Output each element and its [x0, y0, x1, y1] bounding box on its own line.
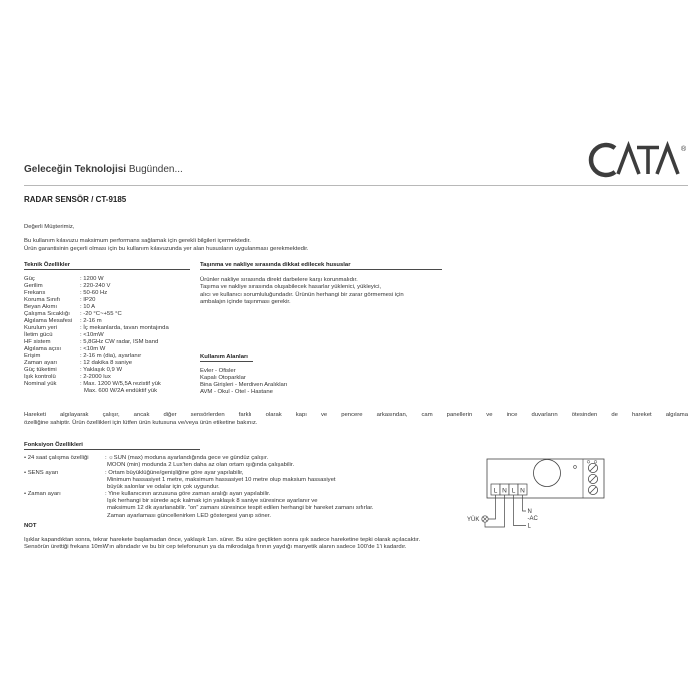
spec-label: Işık kontrolü [24, 373, 56, 380]
usage-item: Bina Girişleri - Merdiven Aralıkları [200, 381, 288, 388]
functions-heading: Fonksiyon Özellikleri [24, 441, 83, 448]
load-label: YÜK [467, 517, 480, 524]
usage-heading: Kullanım Alanları [200, 353, 248, 360]
logo-letter-c [591, 145, 615, 175]
spec-label: Frekans [24, 289, 46, 296]
spec-value: : Max. 1200 W/5,5A rezistif yük [80, 380, 161, 387]
intro-line: Bu kullanım kılavuzu maksimum performans sağlamak için gerekli bilgileri içermektedir. [24, 237, 251, 244]
logo-registered-mark: ® [681, 146, 687, 153]
logo-letter-a2 [657, 146, 678, 174]
cata-logo [585, 138, 695, 183]
function-label: • 24 saat çalışma özelliği [24, 454, 89, 461]
functions-heading-underline [24, 449, 200, 450]
function-text: MOON (min) modunda 2 Lux'ten daha az olan ortam ışığında çalışabilir. [107, 461, 295, 468]
description-line: özelliğine sahiptir. Ürün özellikleri için lütfen ürün kutusuna ve/veya ürün etiketine bakınız. [24, 419, 258, 426]
supply-label-neutral: N [527, 509, 532, 516]
function-text: : ☼SUN (max) moduna ayarlandığında gece ve gündüz çalışır. [105, 454, 269, 461]
spec-value: : 50-60 Hz [80, 289, 108, 296]
function-text: : Ortam büyüklüğüne/genişliğine göre ayar yapılabilir, [105, 469, 244, 476]
function-text: Işık herhangi bir sürede açık kalmak için yaklaşık 8 saniye süresince ayarlanır ve [107, 497, 318, 504]
spec-value: : 5,8GHz CW radar, ISM band [80, 338, 159, 345]
function-label: • Zaman ayarı [24, 490, 61, 497]
wire-load-neutral [485, 495, 505, 527]
usage-item: Kapalı Otoparklar [200, 374, 246, 381]
terminal-label: L [493, 487, 498, 495]
usage-heading-underline [200, 361, 253, 362]
spec-value: : <10m W [80, 345, 106, 352]
supply-label-live: L [527, 523, 531, 530]
wire-supply-live [514, 495, 527, 526]
usage-item: AVM - Okul - Otel - Hastane [200, 388, 273, 395]
spec-value: : 1200 W [80, 275, 104, 282]
function-text: Zaman ayarlaması güncellenirken LED göstergesi yanıp söner. [107, 512, 272, 519]
spec-label: Güç tüketimi [24, 366, 57, 373]
terminal-label: N [520, 487, 525, 495]
wire-load-live [488, 495, 495, 519]
spec-value: : 2-16 m (dia), ayarlanır [80, 352, 142, 359]
terminal-label: N [502, 487, 507, 495]
description-line: Hareketi algılayarak çalışır, ancak diğer sensörlerden farklı olarak kapı ve pencere arkasından, cam panellerin ve ince duvarların ötesinden de hareket algılama [24, 411, 688, 418]
header-tagline [24, 164, 183, 176]
spec-label: Koruma Sınıfı [24, 296, 61, 303]
note-heading: NOT [24, 522, 37, 529]
spec-label: Zaman ayarı [24, 359, 58, 366]
greeting: Değerli Müşterimiz, [24, 223, 75, 230]
transport-heading: Taşınma ve nakliye sırasında dikkat edilecek hususlar [200, 261, 351, 268]
spec-label: İletim gücü [24, 331, 53, 338]
spec-label: Kurulum yeri [24, 324, 58, 331]
spec-label: Güç [24, 275, 35, 282]
spec-label: Algılama açısı [24, 345, 61, 352]
spec-value: : Yaklaşık 0,9 W [80, 366, 123, 373]
function-text: : Yine kullanıcının arzusuna göre zaman aralığı ayarı yapılabilir. [105, 490, 271, 497]
function-text: büyük salonlar ve odalar için çok uygundur. [107, 483, 220, 490]
usage-item: Evler - Ofisler [200, 367, 236, 374]
sensor-dome [534, 460, 561, 487]
transport-line: Taşıma ve nakliye sırasında oluşabilecek hasarlar yüklenici, yükleyici, [200, 284, 382, 290]
spec-value-continuation: Max. 600 W/2A endüktif yük [84, 387, 158, 394]
spec-label: HF sistem [24, 338, 51, 345]
spec-value: : <10mW [80, 331, 104, 338]
spec-label: Çalışma Sıcaklığı [24, 310, 70, 317]
transport-line: Ürünler nakliye sırasında direkt darbelere karşı korunmalıdır. [200, 276, 358, 283]
wiring-diagram [455, 440, 625, 535]
supply-label-ac: -AC [527, 516, 538, 523]
transport-heading-underline [200, 269, 442, 270]
header-rule [24, 185, 688, 186]
transport-line: ambalajın içinde taşınması gerekir. [200, 298, 291, 305]
spec-value: : 220-240 V [80, 282, 111, 289]
function-text: Minimum hassasiyet 1 metre, maksimum hassasiyet 10 metre olup maksium hassasiyet [107, 476, 336, 483]
spec-value: : 10 A [80, 303, 96, 310]
function-label: • SENS ayarı [24, 469, 59, 476]
intro-line: Ürün garantisinin geçerli olması için bu kullanım kılavuzunda yer alan hususların uygulanması gerekmektedir. [24, 245, 309, 252]
spec-value: : IP20 [80, 296, 96, 303]
product-title: RADAR SENSÖR / CT-9185 [24, 195, 127, 204]
note-line: Sensörün ürettiği frekans 10mW'ın altındadır ve bu bir cep telefonunun ya da mikrodalga fırının yaydığı manyetik alanın sadece 100'de 1'i kadardır. [24, 543, 407, 550]
note-line: Işıklar kapandıktan sonra, tekrar harekete başlamadan önce, yaklaşık 1sn. sürer. Bu süre geçtikten sonra ışık sadece hareketine tepki olarak açılacaktır. [24, 536, 421, 543]
spec-label: Erişim [24, 352, 41, 359]
spec-value: : 2-16 m [80, 317, 102, 324]
spec-value: : -20 °C~+55 °C [80, 310, 122, 317]
spec-label: Beyan Akımı [24, 303, 58, 310]
specs-heading-underline [24, 269, 190, 270]
specs-heading: Teknik Özellikler [24, 261, 71, 268]
transport-line: alıcı ve kullanıcı sorumluluğundadır. Ürünün herhangi bir zarar görmemesi için [200, 291, 404, 298]
spec-label: Algılama Mesafesi [24, 317, 73, 324]
spec-value: : 2-2000 lux [80, 373, 111, 380]
tagline-bold: Geleceğin Teknolojisi [24, 164, 127, 175]
tagline-light: Bugünden... [128, 164, 183, 175]
spec-value: : İç mekanlarda, tavan montajında [80, 324, 169, 331]
spec-label: Nominal yük [24, 380, 57, 387]
terminal-label: L [511, 487, 516, 495]
spec-label: Gerilim [24, 282, 43, 289]
function-text: maksimum 12 dk ayarlanabilir. “on” zamanı süresince tespit edilen herhangi bir hareket zamanı sıfırlar. [107, 504, 374, 511]
spec-value: : 12 dakika 8 saniye [80, 359, 133, 366]
logo-letter-a1 [618, 146, 639, 174]
